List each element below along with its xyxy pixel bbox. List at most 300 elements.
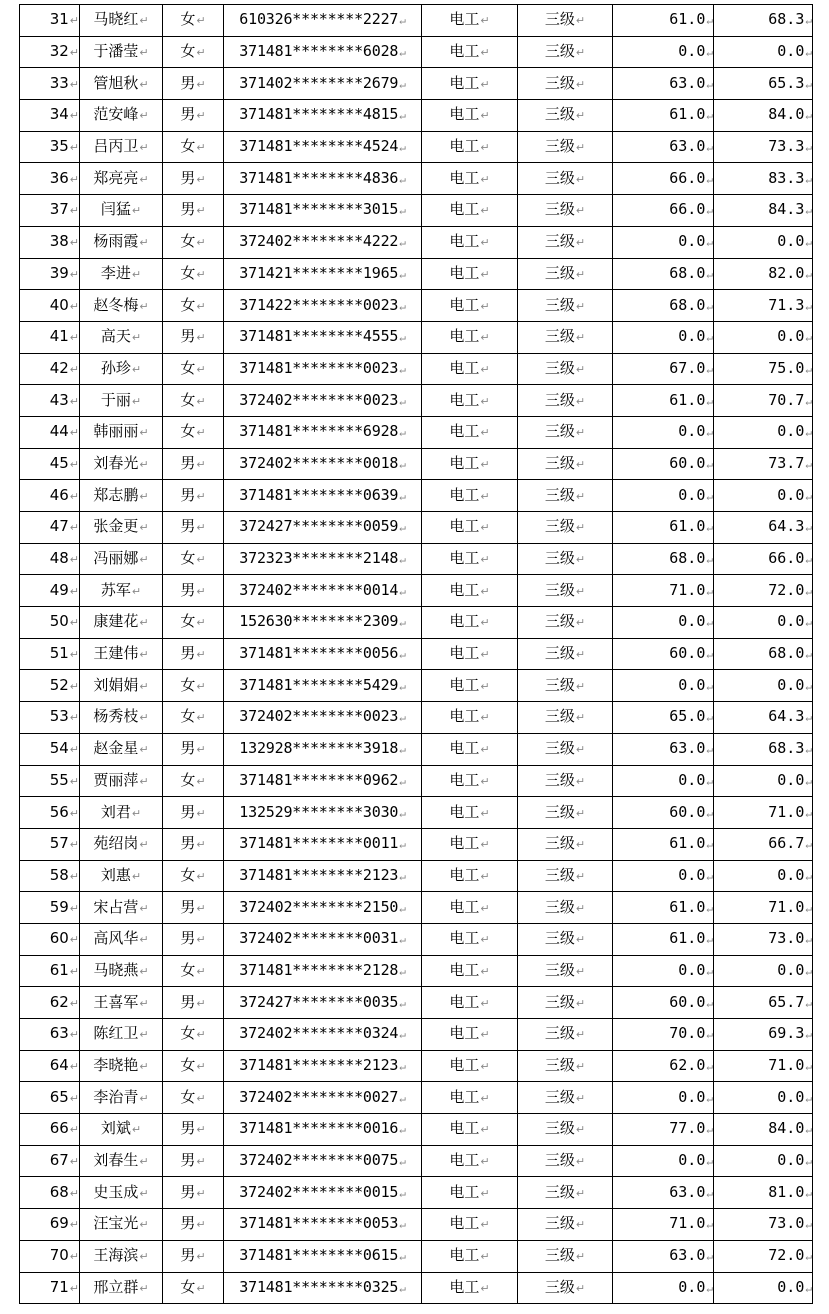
trade-cell [422,607,518,639]
gender-cell [163,1082,224,1114]
paragraph-mark-icon: ↵ [69,711,79,725]
table-row [20,1050,813,1082]
level-cell [518,448,613,480]
trade-cell [422,5,518,37]
paragraph-mark-icon: ↵ [139,648,149,662]
level-cell [518,5,613,37]
paragraph-mark-icon: ↵ [575,996,586,1010]
level-cell-text: 三级 [544,42,575,61]
id-number-cell-text: 371481********2123 [239,1056,399,1075]
paragraph-mark-icon: ↵ [69,299,79,313]
score-2-cell-text: 64.3 [768,517,805,536]
score-1-cell-text: 0.0 [678,770,706,789]
name-cell [80,923,163,955]
paragraph-mark-icon: ↵ [399,679,406,693]
id-number-cell-text: 371481********3015 [239,200,399,219]
gender-cell-text: 男 [180,327,196,346]
row-number-text: 48 [49,549,69,568]
gender-cell-text: 女 [180,707,196,726]
table-row [20,892,813,924]
gender-cell [163,987,224,1019]
score-1-cell [613,733,714,765]
name-cell-text: 郑亮亮 [93,168,139,187]
table-row [20,416,813,448]
trade-cell-text: 电工 [449,1214,480,1233]
score-2-cell-text: 0.0 [777,1087,805,1106]
gender-cell [163,163,224,195]
level-cell [518,321,613,353]
score-1-cell [613,765,714,797]
score-1-cell-text: 77.0 [669,1119,706,1138]
paragraph-mark-icon: ↵ [805,394,812,408]
level-cell [518,416,613,448]
level-cell-text: 三级 [544,739,575,758]
gender-cell [163,68,224,100]
paragraph-mark-icon: ↵ [399,1028,406,1042]
score-2-cell [714,923,813,955]
score-1-cell-text: 0.0 [678,865,706,884]
paragraph-mark-icon: ↵ [575,869,586,883]
table-row [20,670,813,702]
paragraph-mark-icon: ↵ [706,1250,713,1264]
score-2-cell-text: 64.3 [768,707,805,726]
table-row [20,923,813,955]
paragraph-mark-icon: ↵ [805,1123,812,1137]
paragraph-mark-icon: ↵ [480,204,490,218]
gender-cell [163,321,224,353]
level-cell-text: 三级 [544,644,575,663]
paragraph-mark-icon: ↵ [399,172,406,186]
score-2-cell [714,1050,813,1082]
trade-cell [422,765,518,797]
row-number-text: 52 [49,675,69,694]
level-cell-text: 三级 [544,73,575,92]
level-cell [518,987,613,1019]
paragraph-mark-icon: ↵ [399,299,406,313]
trade-cell-text: 电工 [449,675,480,694]
row-number-text: 58 [49,865,69,884]
name-cell-text: 赵金星 [93,739,139,758]
paragraph-mark-icon: ↵ [480,679,490,693]
score-1-cell-text: 68.0 [669,295,706,314]
paragraph-mark-icon: ↵ [480,996,490,1010]
trade-cell [422,131,518,163]
trade-cell-text: 电工 [449,42,480,61]
row-number-text: 63 [49,1024,69,1043]
id-number-cell-text: 372402********0324 [239,1024,399,1043]
trade-cell [422,638,518,670]
paragraph-mark-icon: ↵ [196,1250,206,1264]
paragraph-mark-icon: ↵ [139,426,149,440]
paragraph-mark-icon: ↵ [69,964,79,978]
gender-cell [163,353,224,385]
trade-cell [422,163,518,195]
score-1-cell [613,448,714,480]
paragraph-mark-icon: ↵ [139,1028,149,1042]
paragraph-mark-icon: ↵ [399,267,406,281]
paragraph-mark-icon: ↵ [196,521,206,535]
name-cell [80,828,163,860]
level-cell [518,575,613,607]
paragraph-mark-icon: ↵ [706,711,713,725]
paragraph-mark-icon: ↵ [575,964,586,978]
name-cell-text: 马晓红 [93,10,139,29]
row-number [20,100,80,132]
id-number-cell [224,923,422,955]
score-1-cell-text: 0.0 [678,1151,706,1170]
id-number-cell [224,226,422,258]
paragraph-mark-icon: ↵ [575,1218,586,1232]
score-2-cell-text: 0.0 [777,675,805,694]
name-cell [80,448,163,480]
id-number-cell [224,1177,422,1209]
paragraph-mark-icon: ↵ [69,331,79,345]
paragraph-mark-icon: ↵ [139,521,149,535]
score-2-cell [714,638,813,670]
paragraph-mark-icon: ↵ [706,1091,713,1105]
id-number-cell-text: 371481********0016 [239,1119,399,1138]
paragraph-mark-icon: ↵ [480,584,490,598]
score-1-cell [613,258,714,290]
paragraph-mark-icon: ↵ [480,236,490,250]
paragraph-mark-icon: ↵ [480,933,490,947]
trade-cell-text: 电工 [449,929,480,948]
name-cell [80,638,163,670]
paragraph-mark-icon: ↵ [575,648,586,662]
paragraph-mark-icon: ↵ [69,521,79,535]
table-row [20,797,813,829]
row-number-text: 51 [49,644,69,663]
paragraph-mark-icon: ↵ [196,14,206,28]
table-row [20,765,813,797]
name-cell-text: 王建伟 [93,644,139,663]
paragraph-mark-icon: ↵ [399,1060,406,1074]
paragraph-mark-icon: ↵ [805,1218,812,1232]
score-2-cell [714,892,813,924]
paragraph-mark-icon: ↵ [69,996,79,1010]
paragraph-mark-icon: ↵ [805,679,812,693]
score-2-cell-text: 84.0 [768,1119,805,1138]
name-cell-text: 韩丽丽 [93,422,139,441]
paragraph-mark-icon: ↵ [480,489,490,503]
paragraph-mark-icon: ↵ [480,14,490,28]
row-number-text: 66 [49,1119,69,1138]
score-1-cell [613,163,714,195]
paragraph-mark-icon: ↵ [196,933,206,947]
paragraph-mark-icon: ↵ [575,426,586,440]
row-number [20,638,80,670]
id-number-cell [224,955,422,987]
row-number [20,448,80,480]
gender-cell [163,733,224,765]
trade-cell-text: 电工 [449,802,480,821]
paragraph-mark-icon: ↵ [139,489,149,503]
score-2-cell [714,100,813,132]
gender-cell [163,955,224,987]
name-cell-text: 于丽 [100,390,131,409]
paragraph-mark-icon: ↵ [196,1186,206,1200]
table-body [20,5,813,1304]
level-cell-text: 三级 [544,1277,575,1296]
paragraph-mark-icon: ↵ [399,331,406,345]
row-number-text: 38 [49,232,69,251]
table-row [20,1177,813,1209]
level-cell-text: 三级 [544,200,575,219]
gender-cell-text: 男 [180,485,196,504]
level-cell-text: 三级 [544,770,575,789]
row-number [20,353,80,385]
score-1-cell-text: 0.0 [678,232,706,251]
row-number-text: 65 [49,1087,69,1106]
table-row [20,100,813,132]
paragraph-mark-icon: ↵ [399,964,406,978]
paragraph-mark-icon: ↵ [399,521,406,535]
id-number-cell [224,860,422,892]
paragraph-mark-icon: ↵ [706,1028,713,1042]
table-row [20,638,813,670]
level-cell-text: 三级 [544,327,575,346]
gender-cell-text: 男 [180,1151,196,1170]
id-number-cell [224,543,422,575]
trade-cell [422,68,518,100]
score-2-cell-text: 71.0 [768,1056,805,1075]
paragraph-mark-icon: ↵ [139,1250,149,1264]
paragraph-mark-icon: ↵ [196,489,206,503]
paragraph-mark-icon: ↵ [480,1091,490,1105]
level-cell [518,955,613,987]
id-number-cell-text: 371481********5429 [239,675,399,694]
paragraph-mark-icon: ↵ [69,584,79,598]
name-cell [80,607,163,639]
table-row [20,1082,813,1114]
trade-cell [422,1240,518,1272]
paragraph-mark-icon: ↵ [196,236,206,250]
level-cell [518,828,613,860]
trade-cell [422,1145,518,1177]
name-cell [80,1145,163,1177]
name-cell-text: 杨秀枝 [93,707,139,726]
paragraph-mark-icon: ↵ [69,77,79,91]
paragraph-mark-icon: ↵ [575,1123,586,1137]
level-cell [518,1272,613,1304]
level-cell-text: 三级 [544,580,575,599]
level-cell [518,638,613,670]
trade-cell-text: 电工 [449,1119,480,1138]
trade-cell [422,448,518,480]
score-2-cell [714,797,813,829]
trade-cell-text: 电工 [449,105,480,124]
paragraph-mark-icon: ↵ [69,648,79,662]
score-1-cell-text: 0.0 [678,1087,706,1106]
gender-cell [163,1019,224,1051]
row-number [20,5,80,37]
row-number-text: 40 [49,295,69,314]
gender-cell [163,36,224,68]
id-number-cell [224,607,422,639]
gender-cell-text: 女 [180,1277,196,1296]
row-number [20,860,80,892]
trade-cell [422,480,518,512]
gender-cell [163,416,224,448]
gender-cell [163,1177,224,1209]
paragraph-mark-icon: ↵ [139,1281,149,1295]
paragraph-mark-icon: ↵ [69,46,79,60]
level-cell [518,923,613,955]
score-2-cell-text: 84.0 [768,105,805,124]
trade-cell [422,290,518,322]
id-number-cell [224,68,422,100]
paragraph-mark-icon: ↵ [131,1123,142,1137]
paragraph-mark-icon: ↵ [139,14,149,28]
name-cell [80,195,163,227]
trade-cell-text: 电工 [449,1246,480,1265]
row-number [20,1240,80,1272]
paragraph-mark-icon: ↵ [480,141,490,155]
name-cell-text: 赵冬梅 [93,295,139,314]
name-cell [80,290,163,322]
paragraph-mark-icon: ↵ [139,457,149,471]
score-1-cell [613,1177,714,1209]
paragraph-mark-icon: ↵ [805,711,812,725]
paragraph-mark-icon: ↵ [575,933,586,947]
row-number [20,607,80,639]
paragraph-mark-icon: ↵ [575,901,586,915]
gender-cell-text: 男 [180,1119,196,1138]
id-number-cell-text: 371422********0023 [239,295,399,314]
trade-cell-text: 电工 [449,580,480,599]
paragraph-mark-icon: ↵ [480,774,490,788]
trade-cell-text: 电工 [449,1087,480,1106]
level-cell-text: 三级 [544,549,575,568]
level-cell [518,68,613,100]
gender-cell [163,575,224,607]
row-number [20,195,80,227]
gender-cell [163,226,224,258]
name-cell-text: 闫猛 [100,200,131,219]
paragraph-mark-icon: ↵ [196,648,206,662]
paragraph-mark-icon: ↵ [706,204,713,218]
paragraph-mark-icon: ↵ [399,838,406,852]
name-cell [80,258,163,290]
score-2-cell [714,1209,813,1241]
gender-cell [163,385,224,417]
table-row [20,987,813,1019]
gender-cell-text: 男 [180,1182,196,1201]
paragraph-mark-icon: ↵ [69,109,79,123]
id-number-cell [224,1019,422,1051]
row-number [20,955,80,987]
score-1-cell-text: 61.0 [669,517,706,536]
paragraph-mark-icon: ↵ [805,616,812,630]
level-cell [518,607,613,639]
paragraph-mark-icon: ↵ [480,1281,490,1295]
paragraph-mark-icon: ↵ [575,331,586,345]
score-2-cell-text: 0.0 [777,960,805,979]
paragraph-mark-icon: ↵ [196,426,206,440]
trade-cell [422,100,518,132]
paragraph-mark-icon: ↵ [706,838,713,852]
id-number-cell-text: 371481********4815 [239,105,399,124]
score-2-cell-text: 0.0 [777,1151,805,1170]
paragraph-mark-icon: ↵ [805,648,812,662]
table-row [20,575,813,607]
level-cell-text: 三级 [544,1024,575,1043]
score-1-cell [613,1082,714,1114]
paragraph-mark-icon: ↵ [69,869,79,883]
score-2-cell [714,828,813,860]
id-number-cell [224,765,422,797]
paragraph-mark-icon: ↵ [575,1155,586,1169]
table-row [20,353,813,385]
level-cell [518,385,613,417]
paragraph-mark-icon: ↵ [196,204,206,218]
trade-cell-text: 电工 [449,453,480,472]
score-2-cell [714,163,813,195]
level-cell [518,195,613,227]
row-number-text: 32 [49,42,69,61]
trade-cell [422,1272,518,1304]
trade-cell [422,575,518,607]
name-cell-text: 宋占营 [93,897,139,916]
score-1-cell [613,290,714,322]
trade-cell [422,1082,518,1114]
id-number-cell-text: 371481********4836 [239,168,399,187]
paragraph-mark-icon: ↵ [706,1281,713,1295]
score-2-cell [714,702,813,734]
trade-cell-text: 电工 [449,232,480,251]
paragraph-mark-icon: ↵ [69,267,79,281]
paragraph-mark-icon: ↵ [805,109,812,123]
gender-cell-text: 男 [180,739,196,758]
gender-cell [163,543,224,575]
level-cell-text: 三级 [544,358,575,377]
score-1-cell [613,607,714,639]
paragraph-mark-icon: ↵ [706,901,713,915]
id-number-cell-text: 371481********0325 [239,1277,399,1296]
paragraph-mark-icon: ↵ [805,267,812,281]
id-number-cell [224,163,422,195]
paragraph-mark-icon: ↵ [139,774,149,788]
row-number-text: 70 [49,1246,69,1265]
paragraph-mark-icon: ↵ [196,1060,206,1074]
level-cell [518,1145,613,1177]
paragraph-mark-icon: ↵ [399,46,406,60]
paragraph-mark-icon: ↵ [575,711,586,725]
score-2-cell-text: 71.0 [768,897,805,916]
level-cell [518,543,613,575]
paragraph-mark-icon: ↵ [69,426,79,440]
paragraph-mark-icon: ↵ [805,489,812,503]
table-row [20,36,813,68]
score-1-cell-text: 0.0 [678,612,706,631]
paragraph-mark-icon: ↵ [69,489,79,503]
paragraph-mark-icon: ↵ [399,77,406,91]
paragraph-mark-icon: ↵ [706,774,713,788]
name-cell-text: 郑志鹏 [93,485,139,504]
paragraph-mark-icon: ↵ [480,869,490,883]
trade-cell [422,416,518,448]
paragraph-mark-icon: ↵ [575,362,586,376]
paragraph-mark-icon: ↵ [805,806,812,820]
name-cell [80,100,163,132]
paragraph-mark-icon: ↵ [196,869,206,883]
gender-cell-text: 男 [180,834,196,853]
paragraph-mark-icon: ↵ [196,774,206,788]
score-2-cell-text: 73.0 [768,929,805,948]
id-number-cell-text: 371481********2123 [239,865,399,884]
id-number-cell [224,670,422,702]
level-cell [518,1050,613,1082]
